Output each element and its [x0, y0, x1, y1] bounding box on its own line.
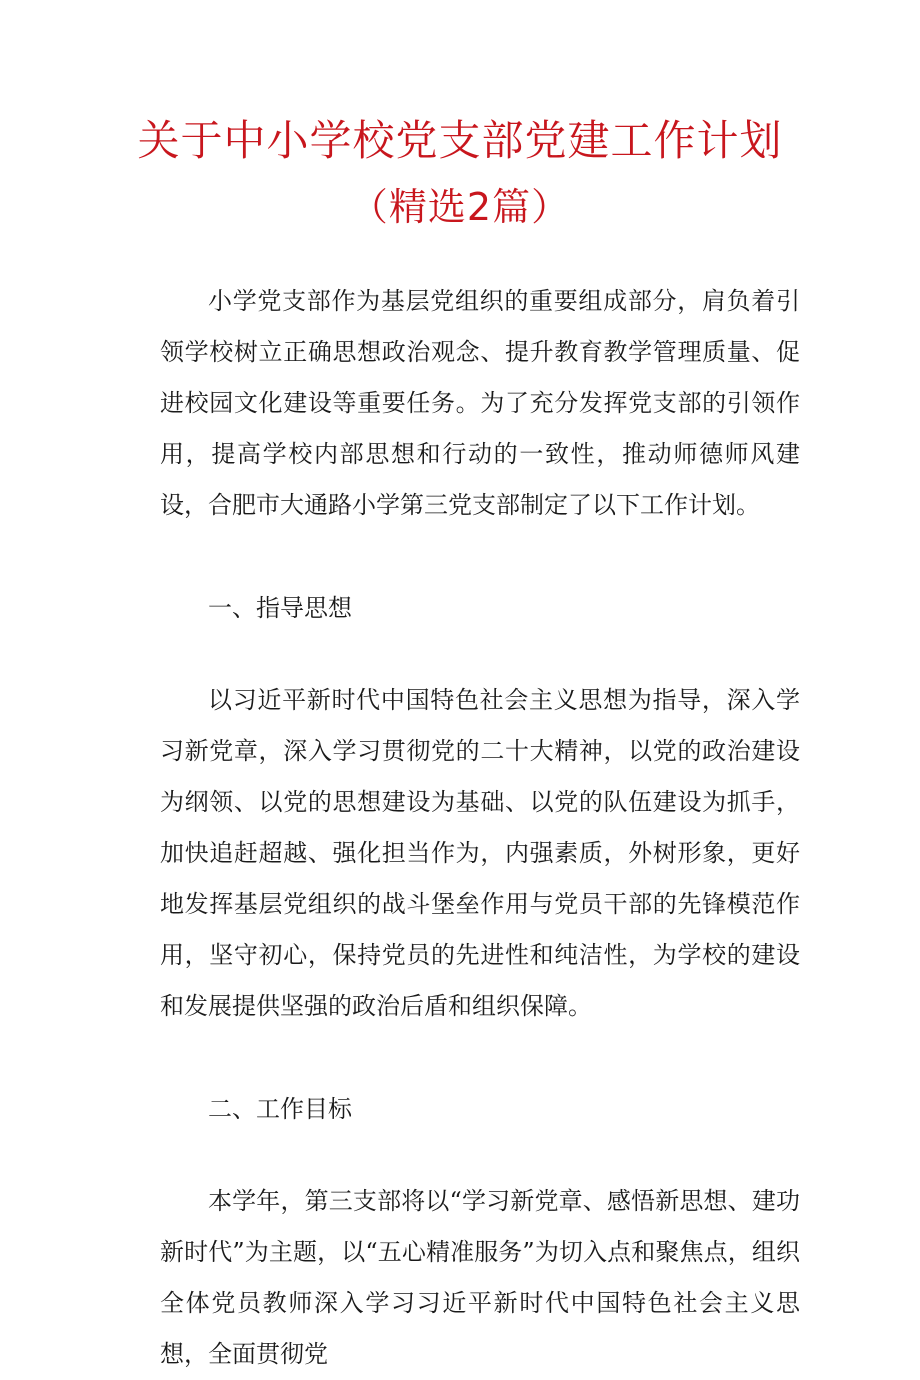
document-body: [160, 276, 800, 1380]
work-goals-paragraph: 本学年，第三支部将以“学习新党章、感悟新思想、建功新时代”为主题，以“五心精准服务”为切入点和聚焦点，组织全体党员教师深入学习习近平新时代中国特色社会主义思想，全面贯彻党: [160, 1187, 800, 1368]
document-subtitle: （精选2篇）: [349, 185, 571, 229]
section-heading-guiding-ideology: 一、指导思想: [208, 594, 352, 622]
guiding-ideology-paragraph: 以习近平新时代中国特色社会主义思想为指导，深入学习新党章，深入学习贯彻党的二十大精神，以党的政治建设为纲领、以党的思想建设为基础、以党的队伍建设为抓手，加快追赶超越、强化担当作为，内强素质，外树形象，更好地发挥基层党组织的战斗堡垒作用与党员干部的先锋模范作用，坚守初心，保持党员的先进性和纯洁性，为学校的建设和发展提供坚强的政治后盾和组织保障。: [160, 686, 800, 1020]
intro-paragraph: 小学党支部作为基层党组织的重要组成部分，肩负着引领学校树立正确思想政治观念、提升教育教学管理质量、促进校园文化建设等重要任务。为了充分发挥党支部的引领作用，提高学校内部思想和行动的一致性，推动师德师风建设，合肥市大通路小学第三党支部制定了以下工作计划。: [160, 287, 800, 519]
section-heading-work-goals: 二、工作目标: [208, 1095, 352, 1123]
document-title: 关于中小学校党支部党建工作计划: [137, 116, 783, 165]
